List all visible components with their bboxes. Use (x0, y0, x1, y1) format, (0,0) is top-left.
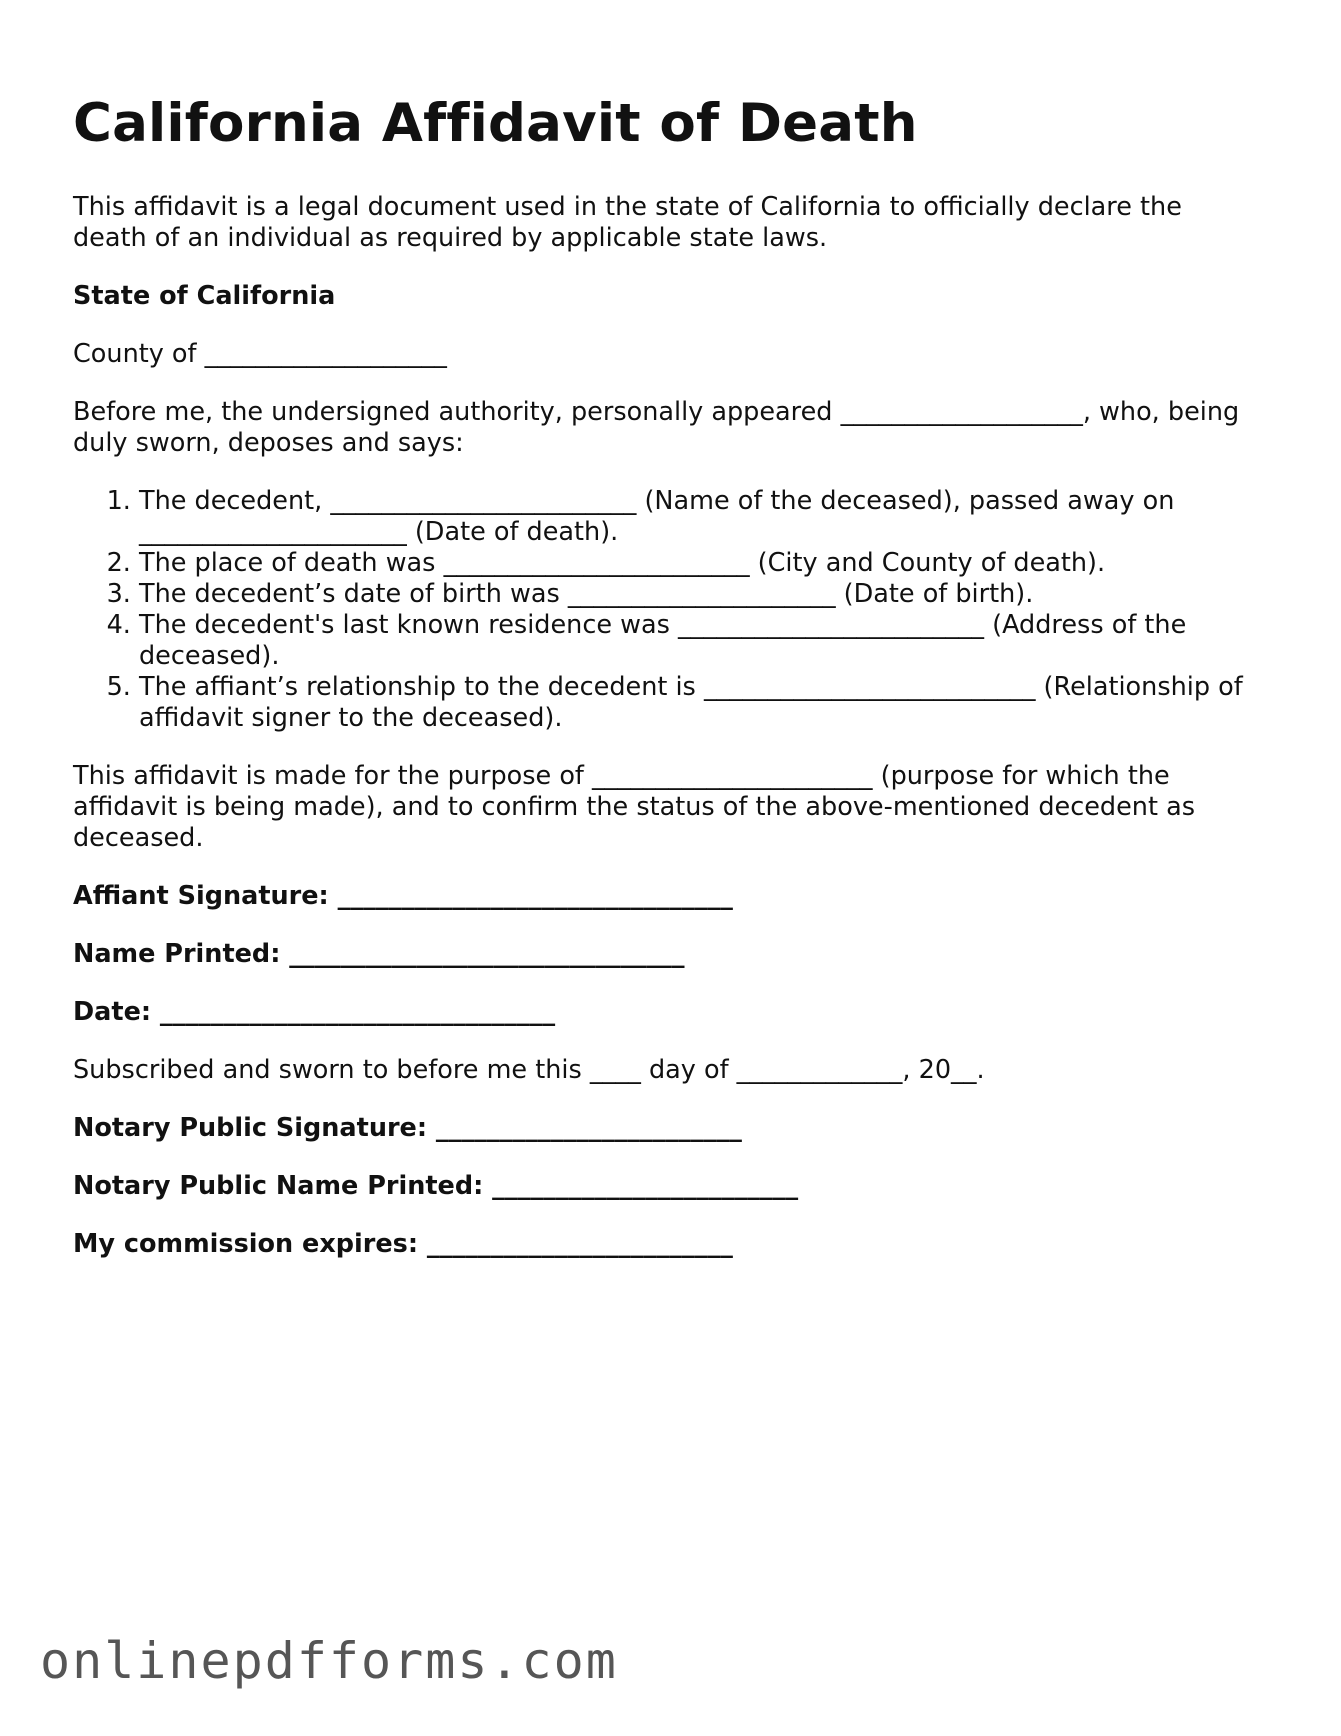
state-heading: State of California (73, 281, 336, 311)
notary-signature-line: Notary Public Signature: ________________________ (73, 1113, 742, 1143)
statement-item: 3. The decedent’s date of birth was _____________________ (Date of birth). (139, 579, 1263, 610)
notary-name-line: Notary Public Name Printed: ________________________ (73, 1171, 799, 1201)
document-title: California Affidavit of Death (73, 93, 918, 154)
date-line: Date: _______________________________ (73, 997, 556, 1027)
subscribed-line: Subscribed and sworn to before me this ____ day of _____________, 20__. (73, 1055, 985, 1085)
intro-paragraph: This affidavit is a legal document used in the state of California to officially declare the death of an individual as required by applicable state laws. (73, 192, 1182, 253)
watermark: onlinepdfforms.com (40, 1632, 618, 1690)
name-printed-line: Name Printed: _______________________________ (73, 939, 685, 969)
statement-item: 2. The place of death was ________________________ (City and County of death). (139, 548, 1263, 579)
purpose-paragraph: This affidavit is made for the purpose of ______________________ (purpose for which the affidavit is being made), and to confirm the status of the above-mentioned decedent as deceased. (73, 761, 1195, 853)
commission-expires-line: My commission expires: ________________________ (73, 1229, 733, 1259)
statement-item: 5. The affiant’s relationship to the decedent is __________________________ (Relationship of affidavit signer to the deceased). (139, 672, 1263, 734)
statements-list (73, 486, 1263, 734)
county-line: County of ___________________ (73, 339, 447, 369)
appearance-paragraph: Before me, the undersigned authority, personally appeared ___________________, who, being duly sworn, deposes and says: (73, 397, 1240, 458)
affiant-signature-line: Affiant Signature: _______________________________ (73, 881, 733, 911)
statement-item: 4. The decedent's last known residence was ________________________ (Address of the deceased). (139, 610, 1263, 672)
statement-item: 1. The decedent, ________________________ (Name of the deceased), passed away on _____________________ (Date of death). (139, 486, 1263, 548)
document-page (73, 92, 1263, 1287)
